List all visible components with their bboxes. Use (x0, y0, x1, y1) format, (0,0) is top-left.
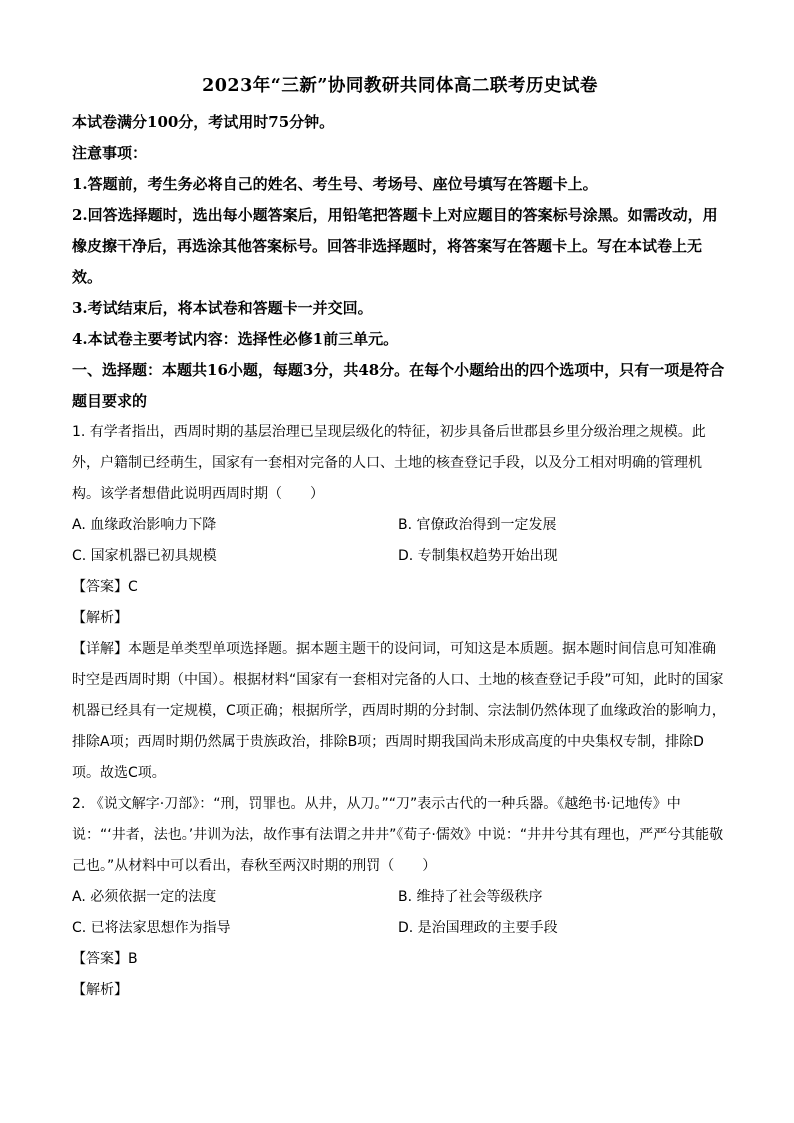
notice-item-1: 1.答题前，考生务必将自己的姓名、考生号、考场号、座位号填写在答题卡上。 (72, 175, 598, 193)
q1-option-c: C. 国家机器已初具规模 (72, 548, 217, 564)
q1-answer: 【答案】C (72, 579, 138, 595)
question-2-stem: 2. 《说文解字·刀部》：“刑，罚罪也。从井，从刀。”“刀”表示古代的一种兵器。《越绝书·记地传》中说：“‘井者，法也。’井训为法，故作事有法谓之井井”《荀子·儒效》中说：“井井兮其有理也，严严兮其能敬己也。”从材料中可以看出，春秋至两汉时期的刑罚（ ） (72, 796, 724, 874)
q1-detail: 【详解】本题是单类型单项选择题。据本题主题干的设问词，可知这是本质题。据本题时间信息可知准确时空是西周时期（中国）。根据材料“国家有一套相对完备的人口、土地的核查登记手段”可知，此时的国家机器已经具有一定规模，C项正确；根据所学，西周时期的分封制、宗法制仍然体现了血缘政治的影响力，排除A项；西周时期仍然属于贵族政治，排除B项；西周时期我国尚未形成高度的中央集权专制，排除D项。故选C项。 (72, 641, 726, 781)
q1-option-d: D. 专制集权趋势开始出现 (398, 548, 558, 564)
notice-item-2: 2.回答选择题时，选出每小题答案后，用铅笔把答题卡上对应题目的答案标号涂黑。如需改动，用橡皮擦干净后，再选涂其他答案标号。回答非选择题时，将答案写在答题卡上。写在本试卷上无效。 (72, 206, 718, 286)
q1-option-b: B. 官僚政治得到一定发展 (398, 517, 557, 533)
notice-item-3: 3.考试结束后，将本试卷和答题卡一并交回。 (72, 299, 373, 317)
q1-option-a: A. 血缘政治影响力下降 (72, 517, 217, 533)
page-title: 2023年“三新”协同教研共同体高二联考历史试卷 (202, 76, 598, 96)
q2-analysis-label: 【解析】 (72, 982, 128, 998)
q2-option-a: A. 必须依据一定的法度 (72, 889, 217, 905)
q2-answer: 【答案】B (72, 951, 138, 967)
notice-heading: 注意事项： (72, 144, 148, 162)
q2-option-d: D. 是治国理政的主要手段 (398, 920, 558, 936)
q2-option-b: B. 维持了社会等级秩序 (398, 889, 543, 905)
notice-item-4: 4.本试卷主要考试内容：选择性必修1前三单元。 (72, 330, 399, 348)
q1-analysis-label: 【解析】 (72, 610, 128, 626)
exam-page (72, 62, 728, 1006)
section-heading: 一、选择题：本题共16小题，每题3分，共48分。在每个小题给出的四个选项中，只有一项是符合题目要求的 (72, 361, 725, 410)
exam-info: 本试卷满分100分，考试用时75分钟。 (72, 113, 335, 131)
question-2-options (72, 882, 728, 944)
question-1-options (72, 510, 728, 572)
question-1-stem: 1. 有学者指出，西周时期的基层治理已呈现层级化的特征，初步具备后世郡县乡里分级治理之规模。此外，户籍制已经萌生，国家有一套相对完备的人口、土地的核查登记手段，以及分工相对明确的管理机构。该学者想借此说明西周时期（ ） (72, 424, 706, 502)
q2-option-c: C. 已将法家思想作为指导 (72, 920, 231, 936)
